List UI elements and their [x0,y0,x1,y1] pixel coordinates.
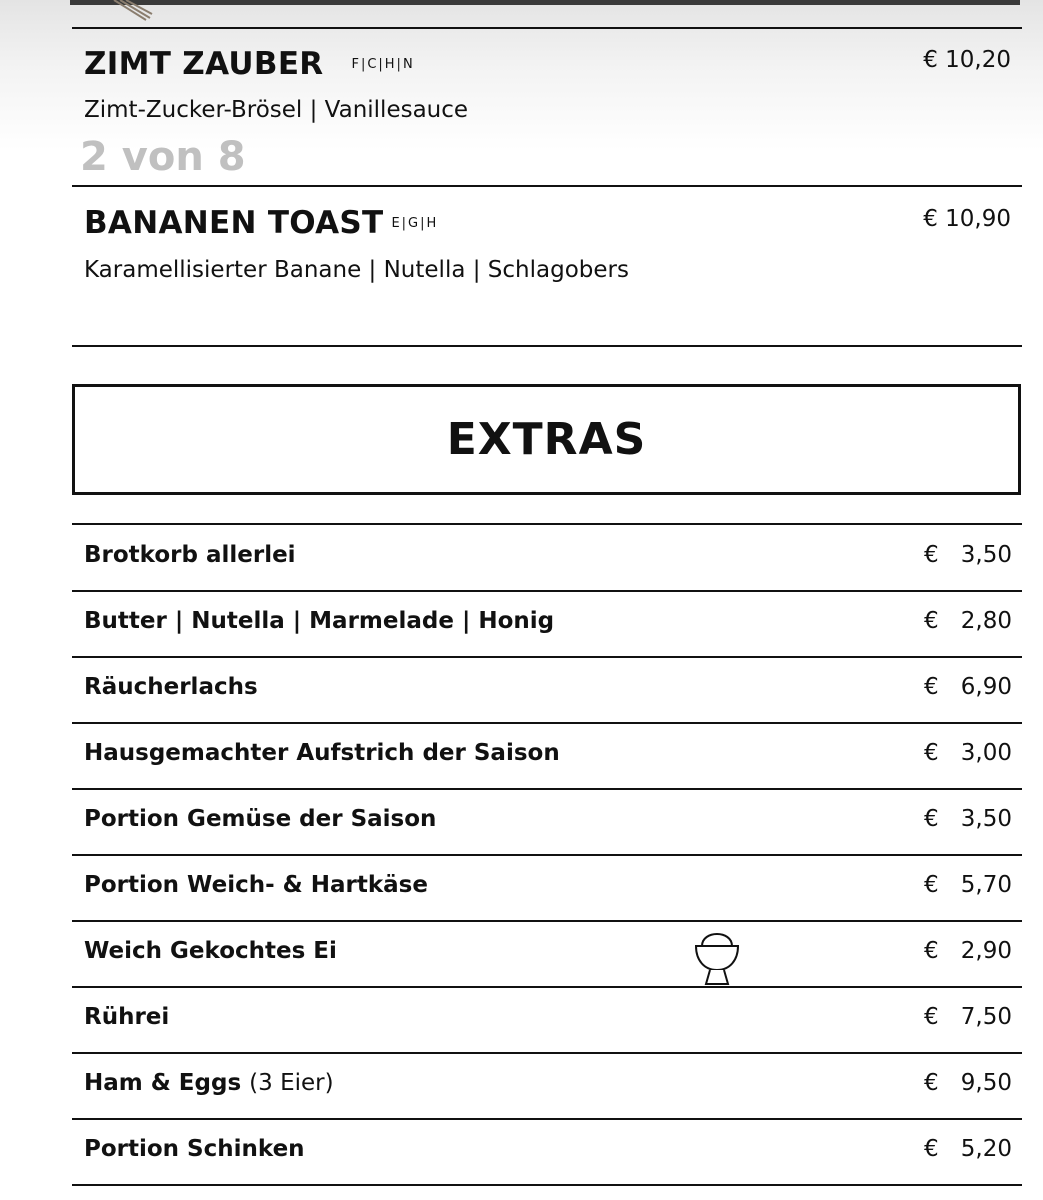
extra-name [84,1070,334,1096]
currency-symbol: € [924,740,939,766]
dish-price: € 10,90 [923,206,1011,232]
extra-price: 5,20 [960,1136,1012,1162]
dish-price: € 10,20 [923,47,1011,73]
dish-title [84,205,438,241]
currency-symbol: € [924,608,939,634]
extra-row [72,526,1022,592]
divider [72,345,1022,347]
egg-cup-icon [692,922,742,988]
extra-price: 3,50 [960,542,1012,568]
currency-symbol: € [924,1070,939,1096]
extra-name: Portion Schinken [84,1136,305,1162]
extra-price: 6,90 [960,674,1012,700]
dish-description: Karamellisierter Banane | Nutella | Schlagobers [84,257,629,283]
currency-symbol: € [924,674,939,700]
extras-heading-box [72,384,1021,495]
dish-name: BANANEN TOAST [84,205,384,241]
extra-price: 2,80 [960,608,1012,634]
extra-name: Räucherlachs [84,674,258,700]
decorative-brush-icon [112,0,156,24]
dish-title [84,46,415,82]
extra-row [72,658,1022,724]
extra-row [72,922,1022,988]
extra-price: 7,50 [960,1004,1012,1030]
currency-symbol: € [924,1136,939,1162]
extra-row [72,988,1022,1054]
extras-title: EXTRAS [446,414,647,465]
extra-price: 3,00 [960,740,1012,766]
currency-symbol: € [924,872,939,898]
extra-row [72,856,1022,922]
extra-name: Brotkorb allerlei [84,542,296,568]
extra-name-text: Ham & Eggs [84,1070,242,1096]
extra-row [72,592,1022,658]
allergen-codes: F|C|H|N [351,57,415,72]
extra-name: Portion Weich- & Hartkäse [84,872,428,898]
extra-row [72,1054,1022,1120]
divider [72,27,1022,29]
extra-price: 5,70 [960,872,1012,898]
extra-price: 2,90 [960,938,1012,964]
extra-name: Rührei [84,1004,170,1030]
currency-symbol: € [924,806,939,832]
extra-name: Portion Gemüse der Saison [84,806,437,832]
extra-price: 9,50 [960,1070,1012,1096]
allergen-codes: E|G|H [391,216,439,231]
gallery-counter: 2 von 8 [80,134,246,180]
extra-name: Weich Gekochtes Ei [84,938,337,964]
dish-description: Zimt-Zucker-Brösel | Vanillesauce [84,97,469,123]
currency-symbol: € [924,542,939,568]
currency-symbol: € [924,938,939,964]
extra-note: (3 Eier) [249,1070,334,1096]
extra-price: 3,50 [960,806,1012,832]
extra-name: Butter | Nutella | Marmelade | Honig [84,608,555,634]
dish-name: ZIMT ZAUBER [84,46,324,82]
divider [72,185,1022,187]
extra-row [72,724,1022,790]
currency-symbol: € [924,1004,939,1030]
extra-row [72,1120,1022,1186]
extra-row [72,790,1022,856]
extra-name: Hausgemachter Aufstrich der Saison [84,740,560,766]
divider [72,523,1022,525]
top-bar [70,0,1020,5]
